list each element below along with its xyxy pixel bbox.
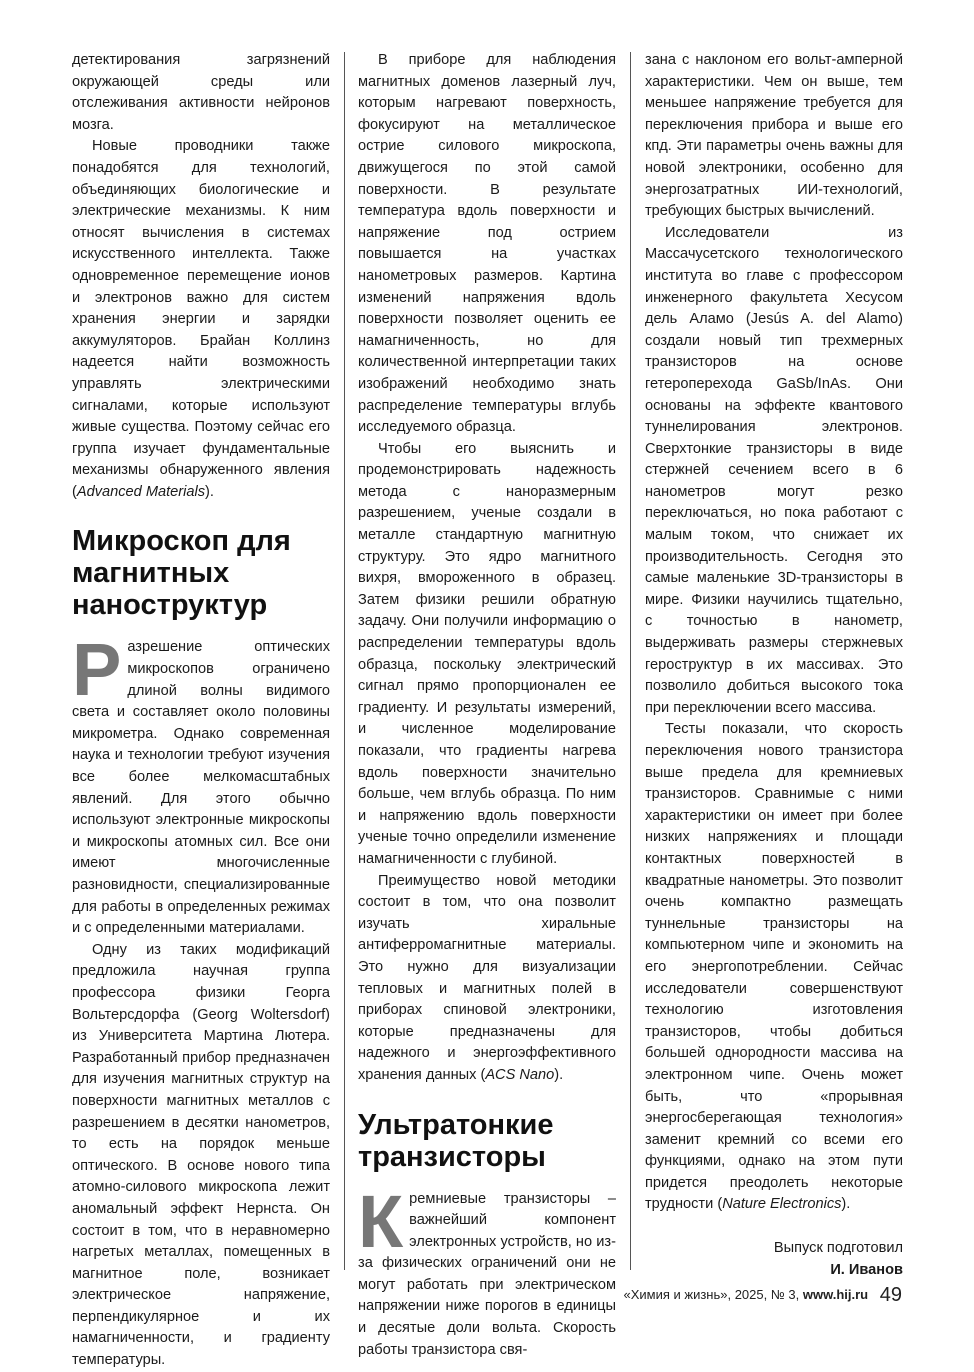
source-citation: Advanced Materials	[76, 483, 206, 500]
article-heading: Ультратонкие транзисторы	[358, 1108, 554, 1173]
paragraph: Новые проводники также понадобятся для технологий, объединяющих биологические и электрические механизмы. К ним относят вычисления в системах искусственного интеллекта. Также одновременное перемещение ионов и электронов важно для систем хранения энергии и зарядки аккумуляторов. Брайан Коллинз надеется найти возможность управлять электрическими сигналами, которые используют живые существа. Поэтому сейчас его группа изучает фундаментальные механизмы обнаруженного явления (Advanced Materials).	[72, 138, 330, 500]
paragraph: детектирования загрязнений окружающей среды или отслеживания активности нейронов мозга.	[72, 52, 330, 133]
source-citation: Nature Electronics	[722, 1196, 842, 1213]
paragraph: Тесты показали, что скорость переключения нового транзистора выше предела для кремниевых транзисторов. Сравнимые с ними характеристики он имеет при более низких напряжениях и площади контактных поверхностей в квадратные нанометры. Это позволит очень компактно размещать туннельные транзисторы на компьютерном чипе и экономить на его энергопотреблении. Сейчас исследователи совершенствуют технологию изготовления транзисторов, чтобы добиться большей однородности массива на электронном чипе. Очень может быть, что «прорывная энергосберегающая технология» заменит кремний со всеми его функциями, однако на этом пути придется преодолеть некоторые трудности (Nature Electronics).	[645, 721, 903, 1213]
source-citation: ACS Nano	[485, 1066, 555, 1083]
paragraph: Исследователи из Массачусетского технологического института во главе с профессором инженерного факультета Хесусом дель Аламо (Jesús A. del Alamo) создали новый тип трехмерных транзисторов на основе гетероперехода GaSb/InAs. Они основаны на эффекте квантового туннелирования электронов. Сверхтонкие транзисторы в виде стержней сечением всего в 6 нанометров могут резко переключаться, но пока работают с малым током, что снижает их производительность. Сегодня это самые маленькие 3D-транзисторы в мире. Физики научились тщательно, с точностью в нанометр, выдерживать размеры стержневых героструктур в их массивах. Это позволило добиться высокого тока при переключении всего массива.	[645, 224, 903, 716]
column-1	[72, 50, 330, 1372]
column-divider-1	[344, 52, 345, 1270]
column-divider-2	[630, 52, 631, 1270]
article-heading: Микроскоп для магнитных наноструктур	[72, 525, 291, 622]
paragraph: В приборе для наблюдения магнитных доменов лазерный луч, которым нагревают поверхность, фокусируют на металлическое острие силового микроскопа, движущегося по этой самой поверхности. В результате температура вдоль поверхности и напряжение под острием повышается на участках нанометровых размеров. Картина изменений напряжения вдоль поверхности позволяет оценить ее намагниченность, но для количественной интерпретации таких изображений необходимо знать распределение температуры вглубь исследуемого образца.	[358, 52, 616, 436]
paragraph: Одну из таких модификаций предложила научная группа профессора физики Георга Вольтерсдорфа (Georg Woltersdorf) из Университета Мартина Лютера. Разработанный прибор предназначен для изучения магнитных структур на поверхности магнитных металлов с разрешением в десятки нанометров, то есть на порядок меньше оптического. В основе нового типа атомно-силового микроскопа лежит аномальный эффект Нернста. Он состоит в том, что в неравномерно нагретых металлах, помещенных в магнитное поле, возникает электрическое напряжение, перпендикулярное и их намагниченности, и градиенту температуры.	[72, 941, 330, 1369]
paragraph: зана с наклоном его вольт-амперной характеристики. Чем он выше, тем меньшее напряжение требуется для переключения прибора и выше его кпд. Эти параметры очень важны для новой электроники, особенно для энергозатратных ИИ-технологий, требующих быстрых вычислений.	[645, 52, 903, 220]
credit-name: И. Иванов	[830, 1261, 903, 1278]
paragraph: Разрешение оптических микроскопов ограничено длиной волны видимого света и составляет около половины микрометра. Однако современная наука и технологии требуют изучения все более мелкомасштабных явлений. Для этого обычно используют электронные микроскопы и микроскопы атомных сил. Все они имеют многочисленные разновидности, специализированные для работы в определенных режимах и с определенными материалами.	[72, 628, 330, 937]
column-2	[358, 50, 616, 1361]
journal-reference: «Химия и жизнь», 2025, № 3,	[623, 1287, 800, 1302]
paragraph: Чтобы его выяснить и продемонстрировать надежность метода с наноразмерным разрешением, ученые создали в металле стандартную магнитную структуру. Это ядро магнитного вихря, вмороженного в образец. Затем физики решили обратную задачу. Они получили информацию о распределении температуры вдоль образца, поскольку электрический сигнал прямо пропорционален ее градиенту. И результаты измерений, и численное моделирование показали, что градиенты нагрева вдоль поверхности значительно больше, чем вглубь образца. По ним и напряжению вдоль поверхности ученые точно определили изменение намагниченности с глубиной.	[358, 440, 616, 867]
credit-label: Выпуск подготовил	[773, 1240, 903, 1257]
column-3	[645, 50, 903, 1281]
drop-cap: Р	[72, 628, 122, 712]
page-number: 49	[879, 1284, 902, 1306]
paragraph: Преимущество новой методики состоит в том, что она позволит изучать хиральные антиферромагнитные материалы. Это нужно для визуализации тепловых и магнитных полей в приборах спиновой электроники, которые предназначены для надежного и энергоэффективного хранения данных (ACS Nano).	[358, 872, 616, 1083]
paragraph: Кремниевые транзисторы – важнейший компонент электронных устройств, но из-за физических ограничений они не могут работать при электрическом напряжении ниже порогов в единицы и десятые доли вольта. Скорость работы транзистора свя-	[358, 1179, 616, 1358]
journal-url[interactable]: www.hij.ru	[802, 1287, 869, 1302]
drop-cap: К	[358, 1179, 404, 1263]
page-footer	[623, 1284, 902, 1307]
